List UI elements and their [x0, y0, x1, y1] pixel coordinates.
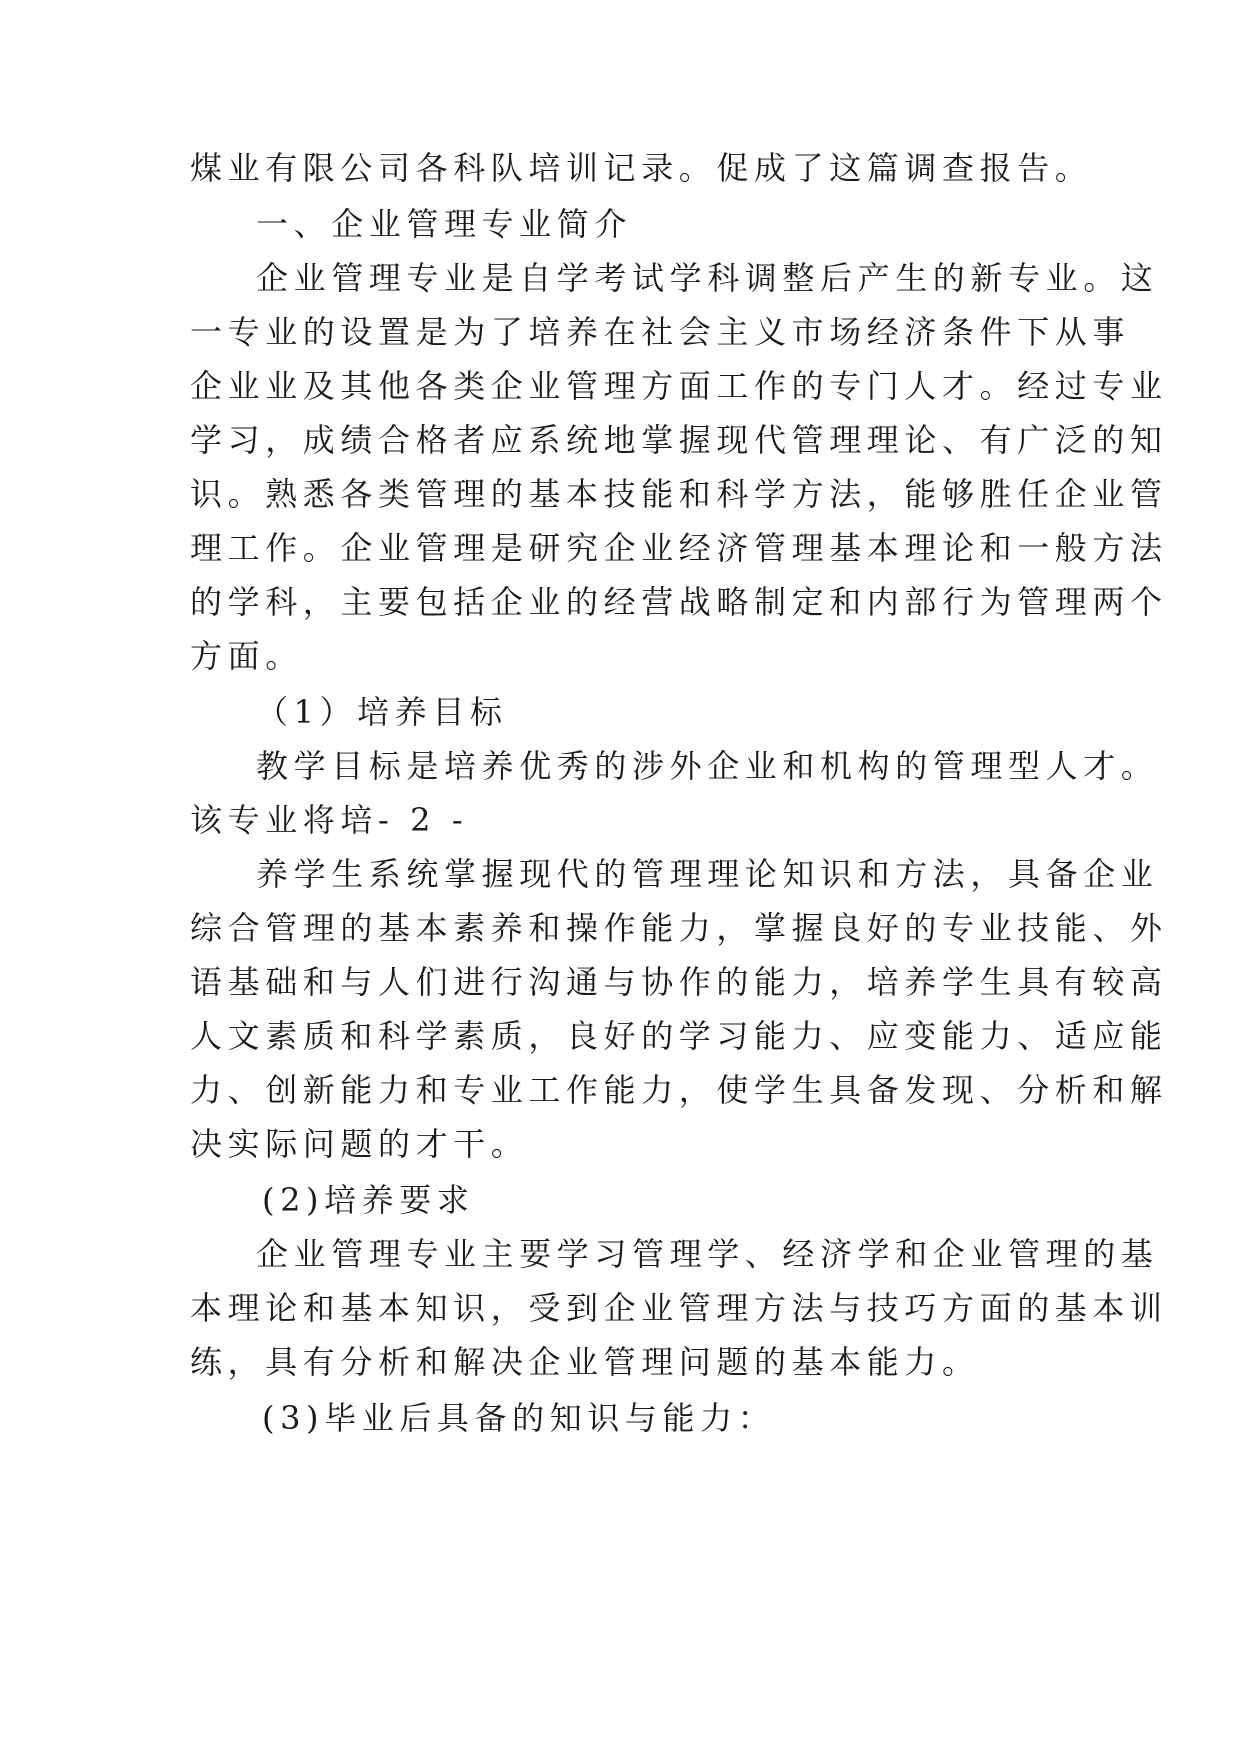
text-line: 方面。	[190, 637, 303, 675]
text-line: 企业管理专业主要学习管理学、经济学和企业管理的基	[256, 1235, 1159, 1273]
subsection-heading: (2)培养要求	[262, 1181, 475, 1219]
text-line: 该专业将培- 2 -	[190, 801, 469, 839]
text-line: 的学科，主要包括企业的经营战略制定和内部行为管理两个	[190, 583, 1168, 621]
text-line: 语基础和与人们进行沟通与协作的能力，培养学生具有较高	[190, 963, 1168, 1001]
section-heading: 一、企业管理专业简介	[256, 205, 633, 243]
text-line: 养学生系统掌握现代的管理理论知识和方法，具备企业	[256, 855, 1159, 893]
text-line: 煤业有限公司各科队培训记录。促成了这篇调查报告。	[190, 149, 1093, 187]
text-line: 人文素质和科学素质，良好的学习能力、应变能力、适应能	[190, 1017, 1168, 1055]
text-line: 决实际问题的才干。	[190, 1125, 529, 1163]
text-line: 综合管理的基本素养和操作能力，掌握良好的专业技能、外	[190, 909, 1168, 947]
text-line: 教学目标是培养优秀的涉外企业和机构的管理型人才。	[256, 747, 1159, 785]
text-line: 力、创新能力和专业工作能力，使学生具备发现、分析和解	[190, 1071, 1168, 1109]
text-line: 理工作。企业管理是研究企业经济管理基本理论和一般方法	[190, 529, 1168, 567]
text-line: 练，具有分析和解决企业管理问题的基本能力。	[190, 1343, 980, 1381]
text-line: 一专业的设置是为了培养在社会主义市场经济条件下从事	[190, 313, 1131, 351]
subsection-heading: （1）培养目标	[256, 693, 508, 731]
text-line: 本理论和基本知识，受到企业管理方法与技巧方面的基本训	[190, 1289, 1168, 1327]
text-line: 企业业及其他各类企业管理方面工作的专门人才。经过专业	[190, 367, 1168, 405]
text-line: 学习，成绩合格者应系统地掌握现代管理理论、有广泛的知	[190, 421, 1168, 459]
subsection-heading: (3)毕业后具备的知识与能力：	[262, 1399, 776, 1437]
text-line: 识。熟悉各类管理的基本技能和科学方法，能够胜任企业管	[190, 475, 1168, 513]
text-line: 企业管理专业是自学考试学科调整后产生的新专业。这	[256, 259, 1159, 297]
